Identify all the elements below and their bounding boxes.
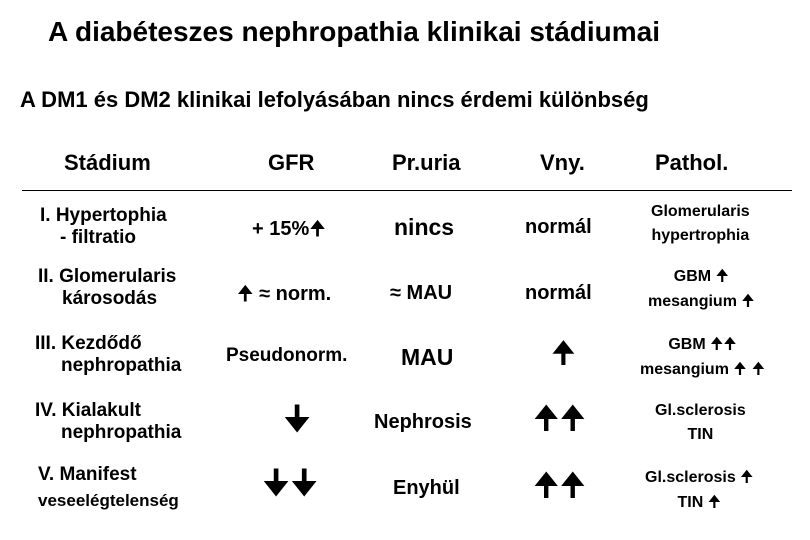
pathol-line-2: TIN — [677, 494, 704, 511]
double-arrow-up-icon: 🠉🠉 — [533, 466, 586, 504]
pathol-cell — [640, 332, 765, 382]
double-arrow-up-icon: 🠉 🠉 — [733, 359, 765, 378]
double-arrow-up-icon: 🠉🠉 — [710, 334, 737, 353]
pruria-value: nincs — [394, 214, 455, 240]
stage-name: V. Manifest — [38, 464, 137, 485]
double-arrow-up-icon: 🠉🠉 — [533, 399, 586, 437]
vny-cell — [551, 337, 576, 372]
arrow-up-icon: 🠉 — [237, 281, 254, 305]
slide-title: A diabéteszes nephropathia klinikai stádiumai — [48, 16, 661, 47]
gfr-cell — [262, 464, 318, 503]
pathol-cell — [645, 465, 753, 515]
pathol-line-2: mesangium — [640, 361, 729, 378]
arrow-up-icon: 🠉 — [551, 336, 576, 371]
pathol-cell — [651, 200, 750, 248]
header-pruria: Pr.uria — [392, 150, 461, 175]
header-divider — [22, 190, 792, 191]
arrow-up-icon: 🠉 — [309, 216, 326, 240]
pathol-line-2: mesangium — [648, 293, 737, 310]
pathol-line-1: GBM — [673, 268, 712, 285]
approx-symbol: ≈ — [259, 283, 271, 305]
header-stadium: Stádium — [64, 150, 151, 175]
pathol-line-1: Gl.sclerosis — [645, 469, 736, 486]
gfr-value: Pseudonorm. — [226, 345, 348, 366]
pruria-value: MAU — [406, 282, 453, 304]
header-vny: Vny. — [540, 150, 585, 175]
vny-cell — [533, 400, 586, 437]
pruria-value: MAU — [401, 344, 454, 370]
gfr-value: + 15% — [252, 218, 310, 240]
gfr-value: norm. — [275, 283, 332, 305]
gfr-cell — [237, 282, 331, 306]
arrow-down-icon: 🠋 — [283, 399, 312, 439]
stage-cell — [35, 400, 181, 444]
double-arrow-down-icon: 🠋🠋 — [262, 463, 319, 503]
pathol-line-1: Glomerularis — [651, 203, 750, 220]
arrow-up-icon: 🠉 — [741, 291, 755, 310]
vny-value: normál — [525, 216, 592, 238]
header-pathol: Pathol. — [655, 150, 729, 175]
stage-subname: nephropathia — [61, 421, 182, 443]
stage-subname: - filtratio — [60, 226, 136, 248]
stage-name: III. Kezdődő — [35, 333, 142, 354]
stage-cell — [38, 266, 176, 310]
pathol-line-1: Gl.sclerosis — [655, 402, 746, 419]
approx-symbol: ≈ — [390, 282, 401, 304]
pathol-line-2: hypertrophia — [651, 227, 750, 244]
gfr-cell — [283, 400, 311, 439]
pathol-cell — [648, 264, 755, 314]
gfr-cell — [252, 217, 326, 241]
stage-name: II. Glomerularis — [38, 266, 177, 287]
header-gfr: GFR — [268, 150, 315, 175]
pathol-cell — [655, 399, 746, 447]
pruria-cell — [390, 282, 452, 305]
arrow-up-icon: 🠉 — [715, 266, 729, 285]
stage-name: I. Hypertophia — [40, 205, 167, 226]
pruria-value: Enyhül — [393, 477, 460, 499]
stage-cell — [40, 205, 167, 249]
arrow-up-icon: 🠉 — [707, 492, 721, 511]
stage-name: IV. Kialakult — [35, 400, 141, 421]
vny-cell — [533, 467, 586, 504]
pruria-value: Nephrosis — [374, 411, 472, 433]
slide-subtitle: A DM1 és DM2 klinikai lefolyásában nincs érdemi különbség — [20, 87, 649, 112]
vny-value: normál — [525, 282, 592, 304]
stage-subname: nephropathia — [61, 354, 182, 376]
stage-subname: veseelégtelenség — [38, 491, 179, 510]
stage-subname: károsodás — [62, 287, 158, 309]
pathol-line-2: TIN — [687, 426, 714, 443]
arrow-up-icon: 🠉 — [740, 467, 754, 486]
stage-cell — [35, 333, 181, 377]
pathol-line-1: GBM — [668, 336, 706, 353]
